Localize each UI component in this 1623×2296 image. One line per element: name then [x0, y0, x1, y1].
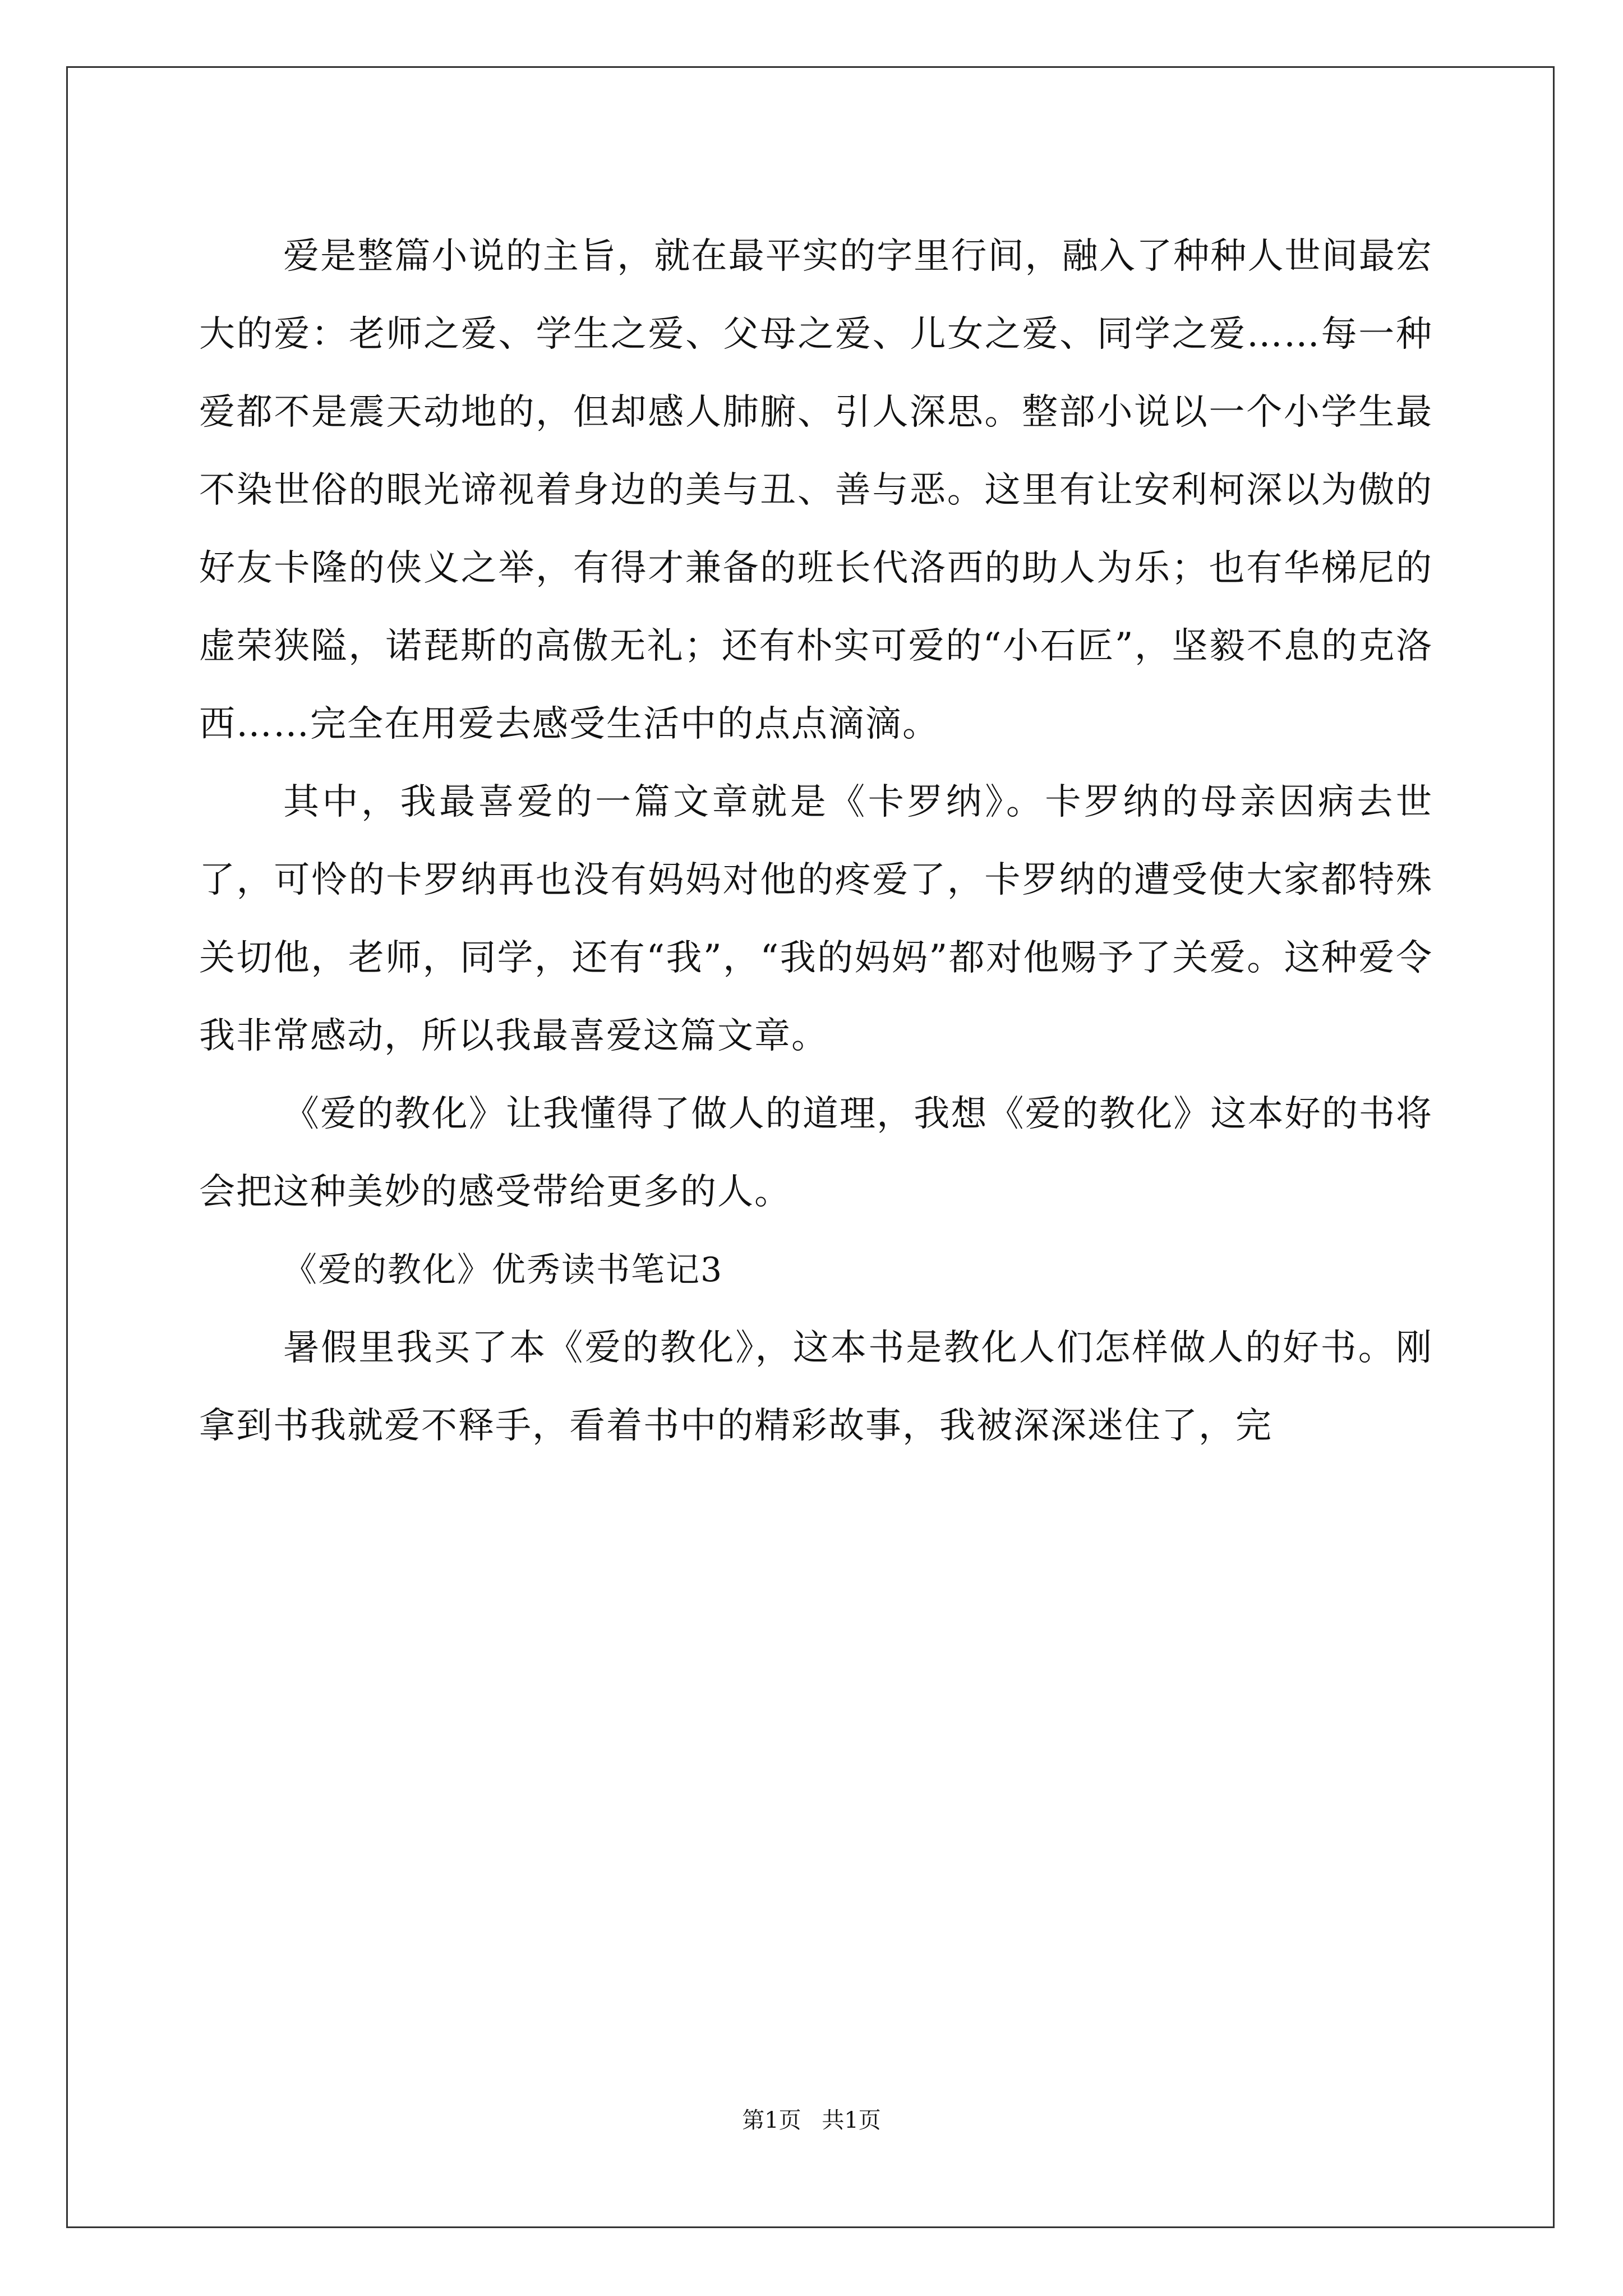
section-heading: 《爱的教化》优秀读书笔记3 — [283, 1250, 723, 1290]
page-footer — [0, 2104, 1623, 2137]
paragraph-carrona: 其中，我最喜爱的一篇文章就是《卡罗纳》。卡罗纳的母亲因病去世了，可怜的卡罗纳再也没有妈妈对他的疼爱了，卡罗纳的遭受使大家都特殊关切他，老师，同学，还有“我”，“我的妈妈”都对他赐予了关爱。这种爱令我非常感动，所以我最喜爱这篇文章。 — [199, 781, 1433, 1057]
document-body — [199, 218, 1433, 1465]
page-count: 共1页 — [822, 2108, 881, 2133]
paragraph-love-theme: 爱是整篇小说的主旨，就在最平实的字里行间，融入了种种人世间最宏大的爱：老师之爱、学生之爱、父母之爱、儿女之爱、同学之爱……每一种爱都不是震天动地的，但却感人肺腑、引人深思。整部小说以一个小学生最不染世俗的眼光谛视着身边的美与丑、善与恶。这里有让安利柯深以为傲的好友卡隆的侠义之举，有得才兼备的班长代洛西的助人为乐；也有华梯尼的虚荣狭隘，诺琵斯的高傲无礼；还有朴实可爱的“小石匠”，坚毅不息的克洛西……完全在用爱去感受生活中的点点滴滴。 — [199, 236, 1433, 745]
paragraph-summer: 暑假里我买了本《爱的教化》，这本书是教化人们怎样做人的好书。刚拿到书我就爱不释手，看着书中的精彩故事，我被深深迷住了，完 — [199, 1327, 1433, 1447]
page-number: 第1页 — [742, 2108, 801, 2133]
paragraph-conclusion: 《爱的教化》让我懂得了做人的道理，我想《爱的教化》这本好的书将会把这种美妙的感受带给更多的人。 — [199, 1093, 1433, 1213]
